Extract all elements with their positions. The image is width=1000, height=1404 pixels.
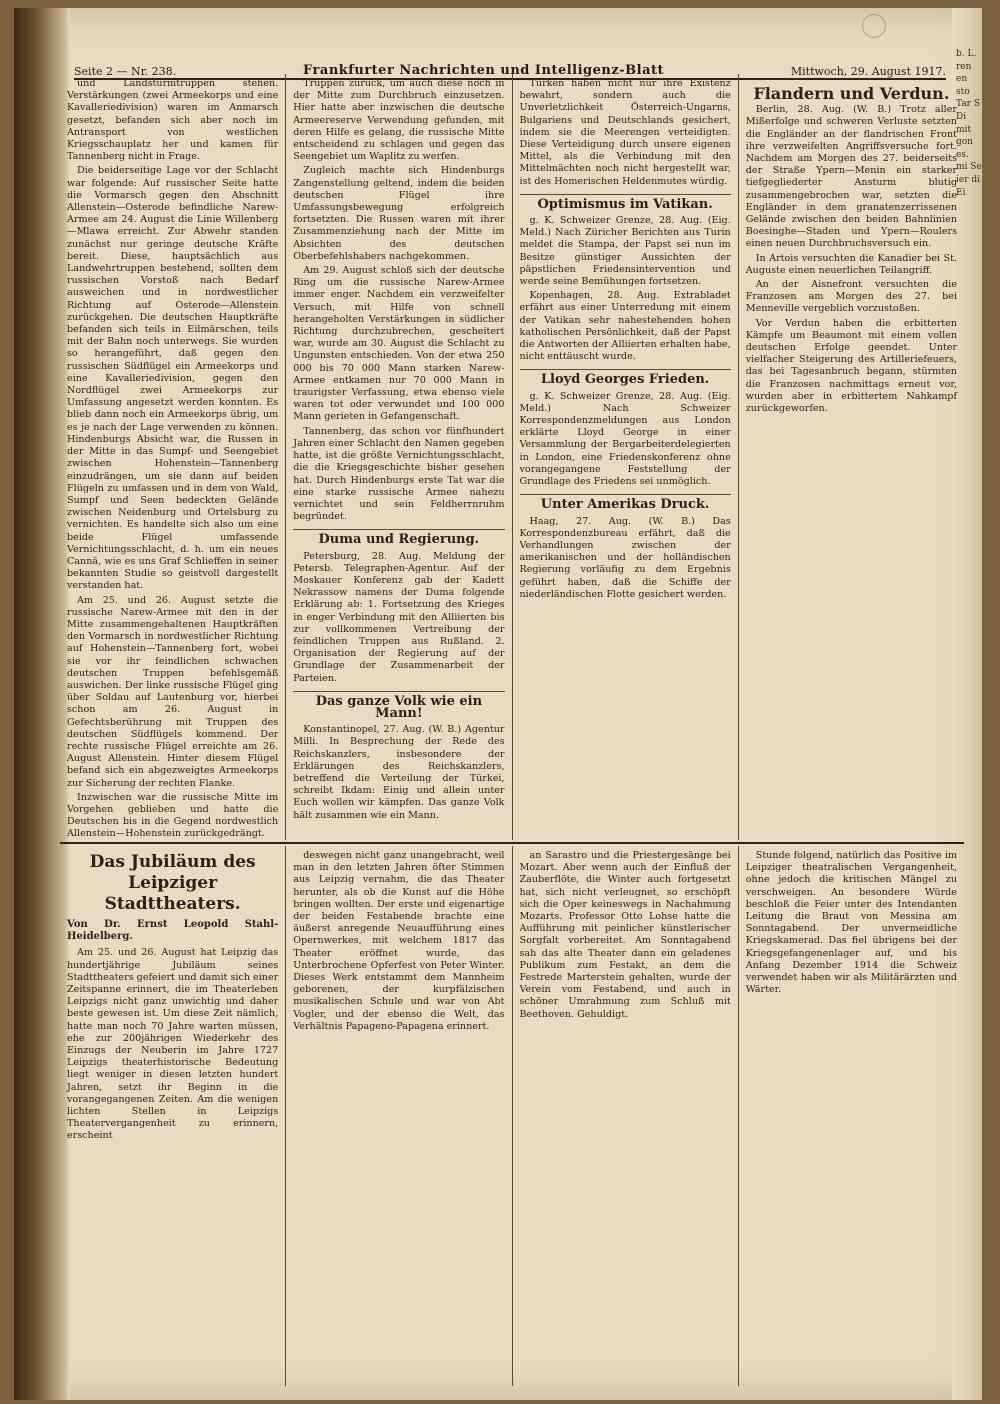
column-1 [60, 74, 286, 840]
article-heading: Lloyd Georges Frieden. [520, 369, 731, 386]
paragraph: Konstantinopel, 27. Aug. (W. B.) Agentur Milli. In Besprechung der Rede des Reichskanzlers, insbesondere der Erklärungen des Reichskanzlers, betreffend die Verteilung der Türkei, schreibt Ikdam: Einig und allein unter Euch wollen wir kämpfen. Das ganze Volk hält zusammen wie ein Mann. [293, 724, 505, 821]
masthead: Frankfurter Nachrichten und Intelligenz-Blatt [303, 63, 664, 78]
feuilleton-divider [60, 842, 964, 844]
paragraph: an Sarastro und die Priestergesänge bei Mozart. Aber wenn auch der Einfluß der Zauberflöte, die Winter auch fortgesetzt hat, sich nicht verleugnet, so erschöpft sich die Oper keineswegs in Nachahmung Mozarts. Professor Otto Lohse hatte die Aufführung mit peinlicher künstlerischer Sorgfalt vorbereitet. Am Sonntagabend sah das alte Theater dann ein geladenes Publikum zum Festakt, an dem die Festrede Marterstein gehalten, wurde der Verein vom Festabend, und auch in schöner Umrahmung zum Schluß mit Beethoven. Gehuldigt. [519, 850, 731, 1020]
paragraph: Inzwischen war die russische Mitte im Vorgehen geblieben und hatte die Deutschen bis in die Gegend nordwestlich Allenstein—Hohenstein zurückgedrängt. [67, 791, 279, 840]
adjacent-page-text: b. L. ren en sto Tar S Di mit gon es. mi Se ier di Ei [956, 49, 982, 198]
paragraph: Petersburg, 28. Aug. Meldung der Petersb. Telegraphen-Agentur. Auf der Moskauer Konferenz gab der Kadett Nekrassow namens der Duma folgende Erklärung ab: 1. Fortsetzung des Krieges in enger Verbindung mit den Alliierten bis zur vollkommenen Vertreibung der feindlichen Truppen aus Rußland. 2. Organisation der Regierung auf der Grundlage der Zusammenarbeit der Parteien. [293, 550, 505, 684]
paragraph: Kopenhagen, 28. Aug. Extrabladet erfährt aus einer Unterredung mit einem der Vatikan sehr nahestehenden hohen katholischen Persönlichkeit, daß der Papst die Antworten der Alliierten erhalten habe, nicht enttäuscht wurde. [519, 290, 731, 363]
paragraph: Am 25. und 26. August hat Leipzig das hundertjährige Jubiläum seines Stadttheaters gefeiert und damit sich einer Zeitspanne erinnert, die im Theaterleben Leipzigs nicht ganz unwichtig und daher beste gewesen ist. Um diese Zeit nämlich, hatte man noch 70 Jahre warten müssen, ehe zur 200jährigen Wiederkehr des Einzugs der Neuberin im Jahre 1727 Leipzigs theaterhistorische Bedeutung liegt weniger in diesen letzten hundert Jahren, setzt ihr Beginn in die vorangegangenen Zeiten. Am die wenigen lichten Stellen in Leipzigs Theatervergangenheit zu erinnern, erscheint [67, 947, 279, 1142]
paragraph: In Artois versuchten die Kanadier bei St. Auguste einen neuerlichen Teilangriff. [745, 252, 957, 276]
paragraph: Die beiderseitige Lage vor der Schlacht war folgende: Auf russischer Seite hatte die Vormarsch gegen den Abschnitt Allenstein—Osterode befindliche Narew-Armee am 24. August die Linie Willenberg—Mlawa erreicht. Zur Abwehr standen zunächst nur geringe deutsche Kräfte bereit. Diese, hauptsächlich aus Landwehrtruppen bestehend, sollten dem russischen Vorstoß nach Bedarf ausweichen und in nordwestlicher Richtung auf Osterode—Allenstein zurückgehen. Die deutschen Hauptkräfte befanden sich teils in Eilmärschen, teils mit der Bahn noch unterwegs. Sie wurden so herangeführt, daß gegen den russischen Südflügel ein Armeekorps und eine Kavalleriedivision, gegen den Nordflügel zwei Armeekorps zur Umfassung angesetzt werden konnten. Es blieb dann noch ein Armeekorps übrig, um es je nach der Lage verwenden zu können. Hindenburgs Absicht war, die Russen in der Mitte in das Sumpf- und Seengebiet zwischen Hohenstein—Tannenberg einzudrängen, um sie dann auf beiden Flügeln zu umfassen und in dem von Wald, Sumpf und Seen bedeckten Gelände zwischen Neidenburg und Ortelsburg zu vernichten. Es handelte sich also um eine beide Flügel umfassende Vernichtungsschlacht, d. h. um ein neues Cannä, wie es uns Graf Schlieffen in seiner bekannten Studie so geistvoll dargestellt verstanden hat. [67, 165, 279, 592]
paragraph: Tannenberg, das schon vor fünfhundert Jahren einer Schlacht den Namen gegeben hatte, ist die größte Vernichtungsschlacht, die die Kriegsgeschichte bisher gesehen hat. Durch Hindenburgs erste Tat war die eine starke russische Armee nahezu vernichtet und sein Feldherrnruhm begründet. [293, 425, 505, 523]
paragraph: An der Aisnefront versuchten die Franzosen am Morgen des 27. bei Menneville vergeblich vorzustoßen. [745, 279, 957, 315]
paragraph: Zugleich machte sich Hindenburgs Zangenstellung geltend, indem die beiden deutschen Flügel ihre Umfassungsbewegung erfolgreich fortsetzten. Die Russen waren mit ihrer Zusammenziehung nach der Mitte im Absichten des deutschen Oberbefehlshabers nachgekommen. [293, 165, 505, 262]
article-heading: Unter Amerikas Druck. [520, 494, 731, 511]
feature-title: Das Jubiläum des Leipziger Stadttheaters. [89, 852, 256, 914]
article-heading: Optimismus im Vatikan. [520, 194, 731, 211]
top-columns [60, 74, 964, 840]
column-2 [286, 74, 512, 840]
feature-byline: Von Dr. Ernst Leopold Stahl-Heidelberg. [67, 919, 279, 943]
article-heading: Duma und Regierung. [293, 529, 504, 546]
library-stamp [862, 14, 886, 38]
article-heading: Das ganze Volk wie ein Mann! [293, 691, 504, 720]
feuilleton-column-2 [286, 846, 512, 1386]
paragraph: g. K. Schweizer Grenze, 28. Aug. (Eig. Meld.) Nach Züricher Berichten aus Turin meldet die Stampa, der Papst sei nun im Besitze günstiger Aussichten der päpstlichen Friedensintervention und werde seine Bemühungen fortsetzen. [519, 215, 731, 288]
column-4 [739, 74, 964, 840]
paragraph: deswegen nicht ganz unangebracht, weil man in den letzten Jahren öfter Stimmen aus Leipzig vernahm, die das Theater herunter, als ob die Kunst auf die Höhe bringen wollten. Der erste und eigenartige der beiden Festabende brachte eine äußerst anregende Neuaufführung eines Opernwerkes, mit welchem 1817 das Theater eröffnet wurde, das Unterbrochene Opferfest von Peter Winter. Dieses Werk entstammt dem Mannheim geborenen, der kurpfälzischen musikalischen Schule und war von Abt Vogler, und der ebenso die Welt, das Verhältnis Papageno-Papagena erinnert. [293, 850, 505, 1032]
paragraph: Vor Verdun haben die erbitterten Kämpfe um Beaumont mit einem vollen deutschen Erfolge geendet. Unter vielfacher Steigerung des Artilleriefeuers, das bei Tagesanbruch begann, stürmten die Franzosen nachmittags erneut vor, wurden aber in erbittertem Nahkampf zurückgeworfen. [745, 317, 957, 415]
issue-date: Mittwoch, 29. August 1917. [790, 65, 946, 78]
feuilleton-column-4 [739, 846, 964, 1386]
article-heading: Flandern und Verdun. [753, 84, 950, 103]
feuilleton-column-3 [513, 846, 739, 1386]
paragraph: g. K. Schweizer Grenze, 28. Aug. (Eig. Meld.) Nach Schweizer Korrespondenzmeldungen aus London erklärte Lloyd George in einer Versammlung der Bergarbeiterdelegierten in London, eine Friedenskonferenz ohne vorangegangene Feststellung der Grundlage des Friedens sei unmöglich. [519, 390, 731, 488]
feuilleton-columns [60, 846, 964, 1386]
paragraph: und Landsturmtruppen stehen. Verstärkungen (zwei Armeekorps und eine Kavalleriedivision) waren im Anmarsch gesetzt, befanden sich aber noch im Antransport von westlichen Kriegsschauplatz her und kamen für Tannenberg nicht in Frage. [67, 78, 279, 163]
paragraph: Türken haben nicht nur ihre Existenz bewahrt, sondern auch die Unverletzlichkeit Österreich-Ungarns, Bulgariens und Deutschlands gesichert, indem sie die Meerengen verteidigten. Diese Verteidigung durch unsere eigenen Mittel, als die Verbindung mit den Mittelmächten noch nicht hergestellt war, ist des Homerischen Heldenmutes würdig. [519, 78, 731, 187]
paragraph: Am 25. und 26. August setzte die russische Narew-Armee mit den in der Mitte zusammengehaltenen Hauptkräften den Vormarsch in nordwestlicher Richtung auf Hohenstein—Tannenberg fort, wobei sie vor ihr feindlichen schwachen deutschen Truppen befehlsgemäß auswichen. Der linke russische Flügel ging über Soldau auf Lautenburg vor, hierbei schon am 26. August in Gefechtsberührung mit Truppen des deutschen Südflügels kommend. Der rechte russische Flügel erreichte am 26. August Allenstein. Hinter diesem Flügel befand sich ein abgezweigtes Armeekorps zur Sicherung der rechten Flanke. [67, 594, 279, 789]
paragraph: Berlin, 28. Aug. (W. B.) Trotz aller Mißerfolge und schweren Verluste setzten die Engländer an der flandrischen Front ihre verzweifelten Angriffsversuche fort. Nachdem am Morgen des 27. beiderseits der Straße Ypern—Menin ein starker tiefgegliederter Ansturm blutig zusammengebrochen war, setzten die Engländer in dem granatenzerrissenen Gelände zwischen den beiden Bahnlinien Boesinghe—Staden und Ypern—Roulers einen neuen Durchbruchsversuch ein. [745, 104, 957, 250]
paragraph: Am 29. August schloß sich der deutsche Ring um die russische Narew-Armee immer enger. Nachdem ein verzweifelter Versuch, mit Hilfe von schnell herangeholten Verstärkungen in südlicher Richtung durchzubrechen, gescheitert war, wurde am 30. August die Schlacht zu Ungunsten entschieden. Von der etwa 250 000 bis 70 000 Mann starken Narew-Armee entkamen nur 70 000 Mann in traurigster Verfassung, etwa ebenso viele waren tot oder verwundet und 100 000 Mann gerieten in Gefangenschaft. [293, 265, 505, 423]
column-3 [513, 74, 739, 840]
feuilleton-column-1 [60, 846, 286, 1386]
paragraph: Haag, 27. Aug. (W. B.) Das Korrespondenzbureau erfährt, daß die Verhandlungen zwischen der amerikanischen und der holländischen Regierung vorläufig zu dem Ergebnis geführt haben, daß die Schiffe der niederländischen Flotte gesichert werden. [519, 515, 731, 600]
paragraph: Stunde folgend, natürlich das Positive im Leipziger theatralischen Vergangenheit, ohne jedoch die kritischen Mängel zu verschweigen. An besondere Würde beschloß die Feier unter des Intendanten Leitung die Braut von Messina am Sonntagabend. Der unvermeidliche Kriegskamerad. Das fiel übrigens bei der Kriegsgefangenenlager auf, und bis Anfang Dezember 1914 die Schweiz verwendet haben wir als Militärärzten und Wärter. [745, 850, 957, 996]
paragraph: Truppen zurück, um auch diese noch in der Mitte zum Durchbruch einzusetzen. Hier hatte aber inzwischen die deutsche Armeereserve Verwendung gefunden, mit deren Hilfe es gelang, die russische Mitte entscheidend zu schlagen und gegen das Seengebiet um Waplitz zu werfen. [293, 78, 505, 163]
page-number: Seite 2 — Nr. 238. [74, 65, 177, 78]
